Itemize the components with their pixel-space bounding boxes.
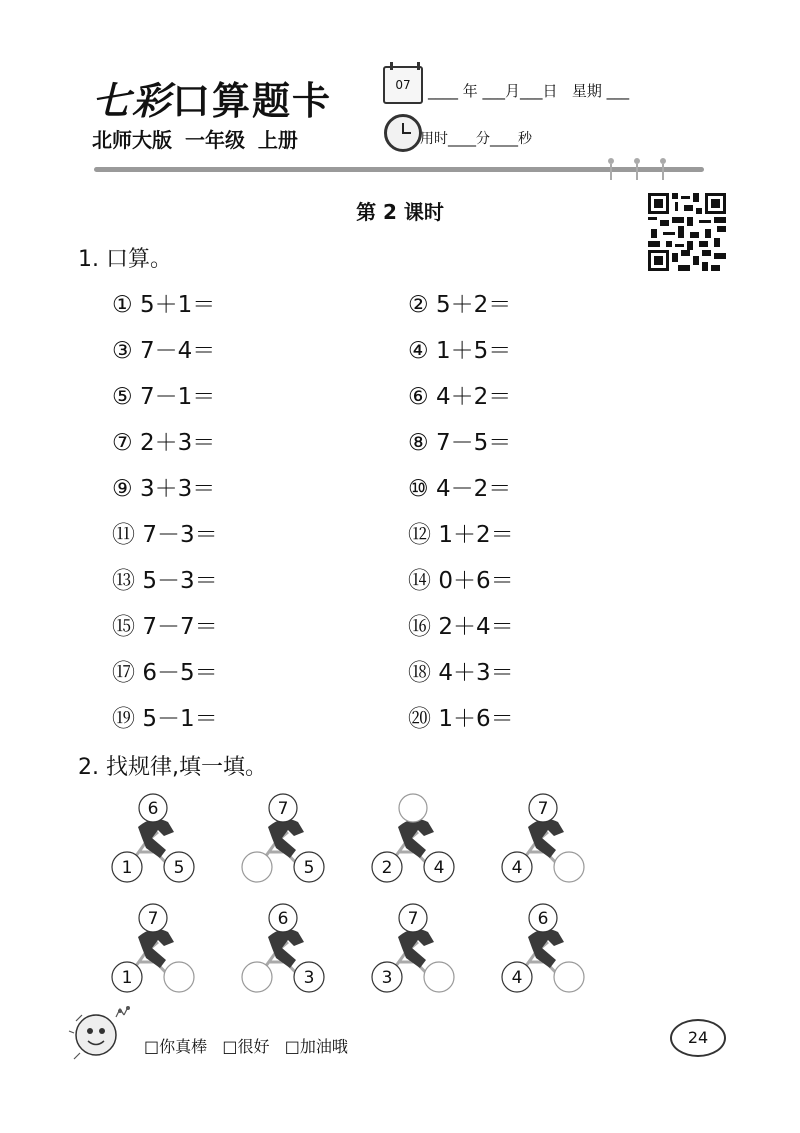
problem-number: ①: [112, 292, 133, 318]
wheel-number: 1: [121, 968, 133, 988]
problem-expression: 2＋3＝: [139, 430, 216, 456]
problem-item: [408, 378, 511, 411]
problem-item: [408, 700, 514, 733]
wheel-number: 5: [173, 858, 185, 878]
wheel-number: 7: [407, 909, 419, 929]
problem-number: ⑬: [112, 568, 135, 594]
problem-number: ⑪: [112, 522, 135, 548]
problem-item: [112, 424, 215, 457]
problem-expression: 4＋3＝: [438, 660, 514, 686]
problem-expression: 4－2＝: [435, 476, 512, 502]
problem-expression: 7－7＝: [142, 614, 218, 640]
problem-item: [112, 332, 215, 365]
problem-number: ⑦: [112, 430, 133, 456]
problem-number: ⑥: [408, 384, 429, 410]
wheel-number: 6: [277, 909, 289, 929]
edition-label: 北师大版 一年级 上册: [92, 128, 298, 152]
bike-puzzle: [108, 902, 198, 997]
choice-good[interactable]: □很好: [222, 1037, 270, 1056]
problem-expression: 1＋2＝: [438, 522, 514, 548]
bike-puzzle: [368, 792, 458, 887]
problem-item: [112, 516, 218, 549]
calendar-day: 07: [395, 78, 411, 92]
bike-puzzle: [368, 902, 458, 997]
wheel-number: 4: [511, 968, 523, 988]
problem-expression: 0＋6＝: [438, 568, 514, 594]
problem-item: [408, 654, 514, 687]
problem-expression: 1＋6＝: [438, 706, 514, 732]
problem-number: ④: [408, 338, 429, 364]
problem-expression: 6－5＝: [142, 660, 218, 686]
wheel-number: 7: [537, 799, 549, 819]
bike-puzzle: [498, 902, 588, 997]
bike-puzzle: [238, 902, 328, 997]
problem-item: [112, 470, 215, 503]
pin-icon: [659, 158, 667, 180]
qr-code-icon[interactable]: [648, 193, 726, 271]
problem-number: ②: [408, 292, 429, 318]
brand-cai: 彩: [132, 78, 173, 123]
problem-item: [408, 608, 514, 641]
problem-item: [408, 332, 511, 365]
wheel-number: 6: [147, 799, 159, 819]
problem-item: [408, 424, 511, 457]
problem-expression: 2＋4＝: [438, 614, 514, 640]
wheel-number: 6: [537, 909, 549, 929]
problem-expression: 5－1＝: [142, 706, 218, 732]
right-wheel-circle: [554, 962, 584, 992]
problem-number: ⑰: [112, 660, 135, 686]
clock-icon: [384, 114, 422, 152]
right-wheel-circle: [554, 852, 584, 882]
problem-expression: 5＋2＝: [435, 292, 512, 318]
problem-expression: 7－5＝: [435, 430, 512, 456]
choice-keep-trying[interactable]: □加油哦: [284, 1037, 348, 1056]
problem-expression: 7－3＝: [142, 522, 218, 548]
problem-item: [112, 700, 218, 733]
lesson-title: 第 2 课时: [356, 200, 444, 224]
time-line: 用时____分____秒: [420, 131, 532, 147]
problem-number: ⑮: [112, 614, 135, 640]
left-wheel-circle: [242, 962, 272, 992]
problem-expression: 5－3＝: [142, 568, 218, 594]
mascot-icon: [68, 1003, 138, 1065]
choice-excellent[interactable]: □你真棒: [144, 1037, 208, 1056]
problem-number: ⑩: [408, 476, 429, 502]
question-1-title: 1. 口算。: [78, 247, 172, 272]
pin-icon: [633, 158, 641, 180]
left-wheel-circle: [242, 852, 272, 882]
problem-item: [408, 286, 511, 319]
top-number-circle: [399, 794, 427, 822]
bike-puzzle: [238, 792, 328, 887]
brand-name: 口算题卡: [172, 78, 333, 123]
problem-item: [408, 516, 514, 549]
calendar-icon: [383, 66, 423, 104]
wheel-number: 2: [381, 858, 393, 878]
problem-number: ⑧: [408, 430, 429, 456]
wheel-number: 7: [277, 799, 289, 819]
wheel-number: 1: [121, 858, 133, 878]
problem-item: [112, 608, 218, 641]
bike-puzzle: [108, 792, 198, 887]
problem-expression: 5＋1＝: [139, 292, 216, 318]
wheel-number: 7: [147, 909, 159, 929]
problem-item: [408, 562, 514, 595]
wheel-number: 4: [511, 858, 523, 878]
brand-qi: 七: [92, 78, 133, 123]
problem-number: ⑤: [112, 384, 133, 410]
problem-item: [112, 562, 218, 595]
problem-number: ③: [112, 338, 133, 364]
bike-puzzle: [498, 792, 588, 887]
problem-number: ⑳: [408, 706, 431, 732]
problem-number: ⑨: [112, 476, 133, 502]
brand-title: [92, 70, 332, 125]
wheel-number: 3: [381, 968, 393, 988]
problem-number: ⑲: [112, 706, 135, 732]
problem-item: [112, 286, 215, 319]
problem-item: [408, 470, 511, 503]
problem-expression: 4＋2＝: [435, 384, 512, 410]
problem-expression: 3＋3＝: [139, 476, 216, 502]
problem-expression: 1＋5＝: [435, 338, 512, 364]
pin-icon: [607, 158, 615, 180]
problem-item: [112, 378, 215, 411]
problem-number: ⑯: [408, 614, 431, 640]
right-wheel-circle: [424, 962, 454, 992]
problem-item: [112, 654, 218, 687]
problem-expression: 7－1＝: [139, 384, 216, 410]
problem-number: ⑭: [408, 568, 431, 594]
wheel-number: 4: [433, 858, 445, 878]
problem-number: ⑱: [408, 660, 431, 686]
date-line: ____ 年 ___月___日 星期 ___: [428, 82, 630, 100]
problem-number: ⑫: [408, 522, 431, 548]
rating-choices: [144, 1034, 348, 1057]
page-number: 24: [670, 1019, 726, 1057]
problem-expression: 7－4＝: [139, 338, 216, 364]
wheel-number: 3: [303, 968, 315, 988]
right-wheel-circle: [164, 962, 194, 992]
question-2-title: 2. 找规律,填一填。: [78, 755, 267, 780]
wheel-number: 5: [303, 858, 315, 878]
